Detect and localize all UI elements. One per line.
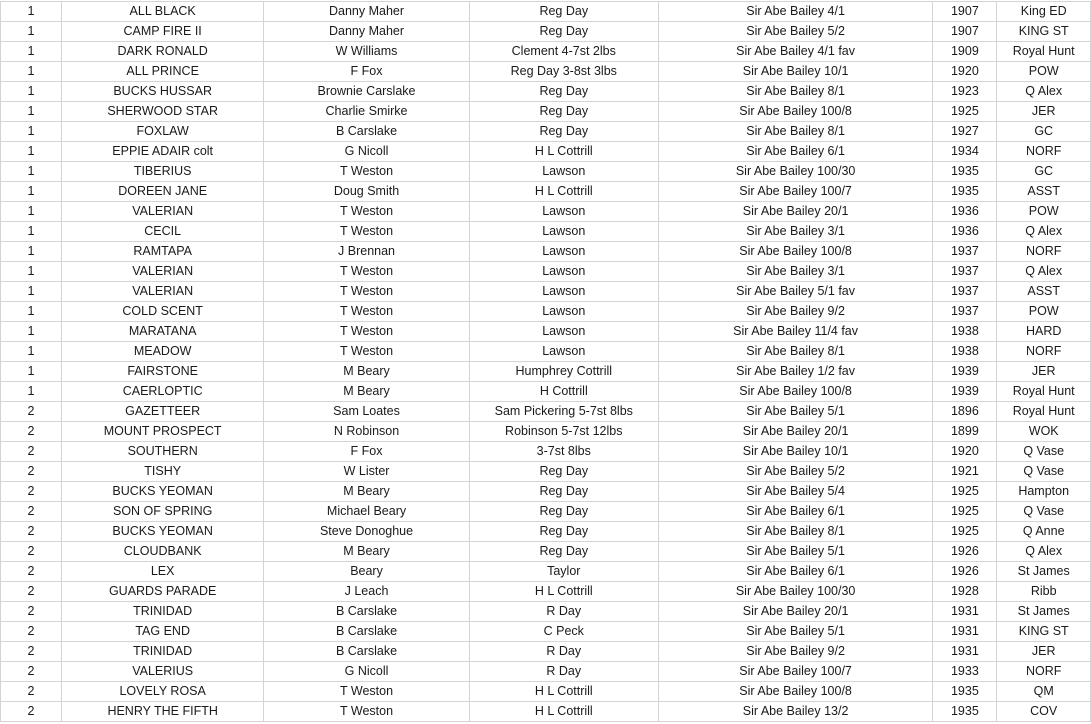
- cell-year[interactable]: 1925: [933, 522, 997, 542]
- cell-place[interactable]: 1: [1, 382, 62, 402]
- cell-horse[interactable]: GUARDS PARADE: [62, 582, 264, 602]
- cell-jockey[interactable]: T Weston: [264, 342, 469, 362]
- table-row: [1, 642, 1091, 662]
- cell-jockey[interactable]: Charlie Smirke: [264, 102, 469, 122]
- cell-horse[interactable]: TISHY: [62, 462, 264, 482]
- cell-race[interactable]: HARD: [997, 322, 1091, 342]
- cell-place[interactable]: 1: [1, 82, 62, 102]
- cell-horse[interactable]: VALERIUS: [62, 662, 264, 682]
- cell-year[interactable]: 1934: [933, 142, 997, 162]
- cell-place[interactable]: 1: [1, 182, 62, 202]
- cell-owner-odds[interactable]: Sir Abe Bailey 10/1: [658, 442, 933, 462]
- cell-horse[interactable]: FAIRSTONE: [62, 362, 264, 382]
- cell-race[interactable]: Q Anne: [997, 522, 1091, 542]
- cell-horse[interactable]: COLD SCENT: [62, 302, 264, 322]
- table-row: [1, 322, 1091, 342]
- cell-horse[interactable]: RAMTAPA: [62, 242, 264, 262]
- cell-owner-odds[interactable]: Sir Abe Bailey 9/2: [658, 642, 933, 662]
- cell-jockey[interactable]: T Weston: [264, 702, 469, 722]
- cell-jockey[interactable]: F Fox: [264, 62, 469, 82]
- cell-place[interactable]: 1: [1, 2, 62, 22]
- cell-trainer[interactable]: 3-7st 8lbs: [469, 442, 658, 462]
- cell-jockey[interactable]: W Williams: [264, 42, 469, 62]
- cell-owner-odds[interactable]: Sir Abe Bailey 20/1: [658, 202, 933, 222]
- cell-place[interactable]: 1: [1, 282, 62, 302]
- cell-place[interactable]: 2: [1, 602, 62, 622]
- cell-trainer[interactable]: Reg Day: [469, 462, 658, 482]
- cell-horse[interactable]: VALERIAN: [62, 262, 264, 282]
- cell-jockey[interactable]: T Weston: [264, 202, 469, 222]
- cell-owner-odds[interactable]: Sir Abe Bailey 5/2: [658, 22, 933, 42]
- cell-race[interactable]: ASST: [997, 182, 1091, 202]
- cell-year[interactable]: 1931: [933, 622, 997, 642]
- cell-jockey[interactable]: T Weston: [264, 302, 469, 322]
- cell-trainer[interactable]: H L Cottrill: [469, 682, 658, 702]
- cell-year[interactable]: 1935: [933, 702, 997, 722]
- cell-owner-odds[interactable]: Sir Abe Bailey 10/1: [658, 62, 933, 82]
- cell-place[interactable]: 2: [1, 522, 62, 542]
- cell-horse[interactable]: SOUTHERN: [62, 442, 264, 462]
- cell-trainer[interactable]: H L Cottrill: [469, 182, 658, 202]
- cell-year[interactable]: 1937: [933, 302, 997, 322]
- cell-owner-odds[interactable]: Sir Abe Bailey 20/1: [658, 602, 933, 622]
- table-row: [1, 502, 1091, 522]
- cell-race[interactable]: GC: [997, 162, 1091, 182]
- cell-place[interactable]: 2: [1, 462, 62, 482]
- table-row: [1, 362, 1091, 382]
- cell-jockey[interactable]: T Weston: [264, 262, 469, 282]
- cell-year[interactable]: 1926: [933, 562, 997, 582]
- cell-owner-odds[interactable]: Sir Abe Bailey 100/8: [658, 102, 933, 122]
- cell-trainer[interactable]: Taylor: [469, 562, 658, 582]
- table-row: [1, 122, 1091, 142]
- cell-horse[interactable]: LEX: [62, 562, 264, 582]
- cell-year[interactable]: 1927: [933, 122, 997, 142]
- cell-horse[interactable]: ALL BLACK: [62, 2, 264, 22]
- cell-horse[interactable]: VALERIAN: [62, 202, 264, 222]
- table-row: [1, 382, 1091, 402]
- cell-owner-odds[interactable]: Sir Abe Bailey 8/1: [658, 342, 933, 362]
- cell-horse[interactable]: FOXLAW: [62, 122, 264, 142]
- cell-race[interactable]: Royal Hunt: [997, 42, 1091, 62]
- cell-year[interactable]: 1939: [933, 362, 997, 382]
- cell-race[interactable]: ASST: [997, 282, 1091, 302]
- cell-trainer[interactable]: Robinson 5-7st 12lbs: [469, 422, 658, 442]
- cell-jockey[interactable]: N Robinson: [264, 422, 469, 442]
- cell-jockey[interactable]: W Lister: [264, 462, 469, 482]
- cell-race[interactable]: Royal Hunt: [997, 382, 1091, 402]
- cell-jockey[interactable]: T Weston: [264, 162, 469, 182]
- cell-trainer[interactable]: Lawson: [469, 262, 658, 282]
- cell-horse[interactable]: BUCKS HUSSAR: [62, 82, 264, 102]
- cell-race[interactable]: Q Vase: [997, 502, 1091, 522]
- cell-trainer[interactable]: Clement 4-7st 2lbs: [469, 42, 658, 62]
- cell-trainer[interactable]: Reg Day: [469, 502, 658, 522]
- cell-trainer[interactable]: Lawson: [469, 222, 658, 242]
- table-row: [1, 302, 1091, 322]
- cell-owner-odds[interactable]: Sir Abe Bailey 4/1: [658, 2, 933, 22]
- cell-jockey[interactable]: M Beary: [264, 362, 469, 382]
- cell-horse[interactable]: BUCKS YEOMAN: [62, 482, 264, 502]
- cell-race[interactable]: King ED: [997, 2, 1091, 22]
- cell-year[interactable]: 1937: [933, 242, 997, 262]
- cell-horse[interactable]: TAG END: [62, 622, 264, 642]
- cell-place[interactable]: 1: [1, 162, 62, 182]
- cell-race[interactable]: POW: [997, 62, 1091, 82]
- cell-trainer[interactable]: Reg Day: [469, 522, 658, 542]
- cell-race[interactable]: Royal Hunt: [997, 402, 1091, 422]
- cell-jockey[interactable]: B Carslake: [264, 622, 469, 642]
- cell-place[interactable]: 1: [1, 242, 62, 262]
- cell-owner-odds[interactable]: Sir Abe Bailey 100/7: [658, 662, 933, 682]
- cell-trainer[interactable]: Reg Day 3-8st 3lbs: [469, 62, 658, 82]
- cell-year[interactable]: 1899: [933, 422, 997, 442]
- cell-place[interactable]: 1: [1, 362, 62, 382]
- cell-place[interactable]: 2: [1, 502, 62, 522]
- table-row: [1, 602, 1091, 622]
- cell-race[interactable]: Q Vase: [997, 442, 1091, 462]
- cell-jockey[interactable]: Danny Maher: [264, 22, 469, 42]
- cell-jockey[interactable]: Michael Beary: [264, 502, 469, 522]
- cell-owner-odds[interactable]: Sir Abe Bailey 100/7: [658, 182, 933, 202]
- cell-horse[interactable]: VALERIAN: [62, 282, 264, 302]
- cell-year[interactable]: 1931: [933, 602, 997, 622]
- cell-horse[interactable]: ALL PRINCE: [62, 62, 264, 82]
- cell-jockey[interactable]: T Weston: [264, 282, 469, 302]
- cell-trainer[interactable]: C Peck: [469, 622, 658, 642]
- table-row: [1, 622, 1091, 642]
- cell-owner-odds[interactable]: Sir Abe Bailey 11/4 fav: [658, 322, 933, 342]
- cell-owner-odds[interactable]: Sir Abe Bailey 5/2: [658, 462, 933, 482]
- table-row: [1, 282, 1091, 302]
- cell-year[interactable]: 1938: [933, 322, 997, 342]
- cell-trainer[interactable]: Sam Pickering 5-7st 8lbs: [469, 402, 658, 422]
- cell-jockey[interactable]: Sam Loates: [264, 402, 469, 422]
- cell-trainer[interactable]: Lawson: [469, 342, 658, 362]
- cell-trainer[interactable]: H L Cottrill: [469, 142, 658, 162]
- table-row: [1, 242, 1091, 262]
- cell-horse[interactable]: CAERLOPTIC: [62, 382, 264, 402]
- cell-owner-odds[interactable]: Sir Abe Bailey 13/2: [658, 702, 933, 722]
- cell-race[interactable]: Hampton: [997, 482, 1091, 502]
- table-row: [1, 82, 1091, 102]
- cell-horse[interactable]: DARK RONALD: [62, 42, 264, 62]
- cell-jockey[interactable]: M Beary: [264, 482, 469, 502]
- cell-horse[interactable]: MEADOW: [62, 342, 264, 362]
- cell-jockey[interactable]: B Carslake: [264, 602, 469, 622]
- cell-trainer[interactable]: Reg Day: [469, 482, 658, 502]
- cell-year[interactable]: 1935: [933, 682, 997, 702]
- cell-place[interactable]: 2: [1, 482, 62, 502]
- table-row: [1, 2, 1091, 22]
- cell-owner-odds[interactable]: Sir Abe Bailey 1/2 fav: [658, 362, 933, 382]
- table-row: [1, 522, 1091, 542]
- cell-owner-odds[interactable]: Sir Abe Bailey 6/1: [658, 562, 933, 582]
- spreadsheet-body: [1, 2, 1091, 722]
- cell-place[interactable]: 2: [1, 442, 62, 462]
- cell-place[interactable]: 1: [1, 262, 62, 282]
- cell-year[interactable]: 1935: [933, 162, 997, 182]
- cell-owner-odds[interactable]: Sir Abe Bailey 100/30: [658, 162, 933, 182]
- cell-trainer[interactable]: Lawson: [469, 162, 658, 182]
- cell-race[interactable]: Q Vase: [997, 462, 1091, 482]
- cell-trainer[interactable]: Reg Day: [469, 122, 658, 142]
- cell-year[interactable]: 1936: [933, 202, 997, 222]
- table-row: [1, 482, 1091, 502]
- cell-year[interactable]: 1939: [933, 382, 997, 402]
- cell-horse[interactable]: GAZETTEER: [62, 402, 264, 422]
- table-row: [1, 222, 1091, 242]
- table-row: [1, 62, 1091, 82]
- cell-trainer[interactable]: Lawson: [469, 202, 658, 222]
- cell-jockey[interactable]: T Weston: [264, 322, 469, 342]
- cell-horse[interactable]: TRINIDAD: [62, 642, 264, 662]
- cell-jockey[interactable]: T Weston: [264, 682, 469, 702]
- cell-year[interactable]: 1926: [933, 542, 997, 562]
- cell-race[interactable]: POW: [997, 202, 1091, 222]
- cell-year[interactable]: 1896: [933, 402, 997, 422]
- cell-place[interactable]: 1: [1, 222, 62, 242]
- cell-place[interactable]: 1: [1, 342, 62, 362]
- cell-race[interactable]: St James: [997, 562, 1091, 582]
- cell-horse[interactable]: SHERWOOD STAR: [62, 102, 264, 122]
- cell-horse[interactable]: MARATANA: [62, 322, 264, 342]
- cell-place[interactable]: 1: [1, 302, 62, 322]
- cell-jockey[interactable]: J Brennan: [264, 242, 469, 262]
- table-row: [1, 702, 1091, 722]
- cell-place[interactable]: 1: [1, 322, 62, 342]
- cell-place[interactable]: 2: [1, 542, 62, 562]
- table-row: [1, 262, 1091, 282]
- cell-year[interactable]: 1937: [933, 282, 997, 302]
- cell-jockey[interactable]: T Weston: [264, 222, 469, 242]
- cell-place[interactable]: 2: [1, 422, 62, 442]
- cell-place[interactable]: 1: [1, 102, 62, 122]
- table-row: [1, 202, 1091, 222]
- table-row: [1, 562, 1091, 582]
- cell-race[interactable]: NORF: [997, 142, 1091, 162]
- cell-trainer[interactable]: Lawson: [469, 282, 658, 302]
- cell-owner-odds[interactable]: Sir Abe Bailey 6/1: [658, 142, 933, 162]
- cell-trainer[interactable]: R Day: [469, 642, 658, 662]
- cell-race[interactable]: POW: [997, 302, 1091, 322]
- cell-place[interactable]: 2: [1, 702, 62, 722]
- cell-race[interactable]: KING ST: [997, 22, 1091, 42]
- cell-owner-odds[interactable]: Sir Abe Bailey 5/1 fav: [658, 282, 933, 302]
- cell-race[interactable]: JER: [997, 102, 1091, 122]
- cell-year[interactable]: 1933: [933, 662, 997, 682]
- cell-owner-odds[interactable]: Sir Abe Bailey 9/2: [658, 302, 933, 322]
- cell-horse[interactable]: EPPIE ADAIR colt: [62, 142, 264, 162]
- cell-trainer[interactable]: Lawson: [469, 322, 658, 342]
- cell-owner-odds[interactable]: Sir Abe Bailey 8/1: [658, 122, 933, 142]
- cell-race[interactable]: NORF: [997, 242, 1091, 262]
- cell-race[interactable]: NORF: [997, 342, 1091, 362]
- cell-year[interactable]: 1907: [933, 2, 997, 22]
- cell-race[interactable]: KING ST: [997, 622, 1091, 642]
- table-row: [1, 142, 1091, 162]
- spreadsheet-grid: [0, 1, 1091, 722]
- cell-race[interactable]: WOK: [997, 422, 1091, 442]
- cell-horse[interactable]: TIBERIUS: [62, 162, 264, 182]
- cell-race[interactable]: Q Alex: [997, 82, 1091, 102]
- table-row: [1, 542, 1091, 562]
- cell-owner-odds[interactable]: Sir Abe Bailey 3/1: [658, 222, 933, 242]
- cell-jockey[interactable]: G Nicoll: [264, 142, 469, 162]
- cell-year[interactable]: 1925: [933, 502, 997, 522]
- cell-trainer[interactable]: H Cottrill: [469, 382, 658, 402]
- cell-place[interactable]: 2: [1, 642, 62, 662]
- cell-trainer[interactable]: Reg Day: [469, 22, 658, 42]
- cell-year[interactable]: 1921: [933, 462, 997, 482]
- cell-year[interactable]: 1937: [933, 262, 997, 282]
- cell-place[interactable]: 2: [1, 622, 62, 642]
- cell-year[interactable]: 1920: [933, 442, 997, 462]
- table-row: [1, 42, 1091, 62]
- cell-jockey[interactable]: F Fox: [264, 442, 469, 462]
- cell-trainer[interactable]: R Day: [469, 662, 658, 682]
- table-row: [1, 682, 1091, 702]
- cell-jockey[interactable]: Danny Maher: [264, 2, 469, 22]
- cell-trainer[interactable]: Reg Day: [469, 82, 658, 102]
- cell-jockey[interactable]: J Leach: [264, 582, 469, 602]
- cell-owner-odds[interactable]: Sir Abe Bailey 100/30: [658, 582, 933, 602]
- table-row: [1, 22, 1091, 42]
- cell-owner-odds[interactable]: Sir Abe Bailey 3/1: [658, 262, 933, 282]
- cell-place[interactable]: 1: [1, 42, 62, 62]
- cell-owner-odds[interactable]: Sir Abe Bailey 6/1: [658, 502, 933, 522]
- cell-jockey[interactable]: Beary: [264, 562, 469, 582]
- cell-horse[interactable]: SON OF SPRING: [62, 502, 264, 522]
- cell-place[interactable]: 2: [1, 662, 62, 682]
- cell-owner-odds[interactable]: Sir Abe Bailey 8/1: [658, 82, 933, 102]
- cell-owner-odds[interactable]: Sir Abe Bailey 4/1 fav: [658, 42, 933, 62]
- cell-horse[interactable]: HENRY THE FIFTH: [62, 702, 264, 722]
- cell-race[interactable]: GC: [997, 122, 1091, 142]
- cell-horse[interactable]: LOVELY ROSA: [62, 682, 264, 702]
- cell-horse[interactable]: CLOUDBANK: [62, 542, 264, 562]
- cell-race[interactable]: Q Alex: [997, 262, 1091, 282]
- cell-year[interactable]: 1909: [933, 42, 997, 62]
- cell-horse[interactable]: CAMP FIRE II: [62, 22, 264, 42]
- cell-trainer[interactable]: Reg Day: [469, 2, 658, 22]
- cell-race[interactable]: QM: [997, 682, 1091, 702]
- cell-trainer[interactable]: Reg Day: [469, 542, 658, 562]
- cell-race[interactable]: JER: [997, 642, 1091, 662]
- table-row: [1, 342, 1091, 362]
- cell-place[interactable]: 2: [1, 582, 62, 602]
- cell-year[interactable]: 1923: [933, 82, 997, 102]
- cell-horse[interactable]: DOREEN JANE: [62, 182, 264, 202]
- cell-place[interactable]: 1: [1, 62, 62, 82]
- cell-place[interactable]: 1: [1, 142, 62, 162]
- cell-race[interactable]: JER: [997, 362, 1091, 382]
- cell-year[interactable]: 1925: [933, 482, 997, 502]
- cell-trainer[interactable]: Lawson: [469, 302, 658, 322]
- cell-year[interactable]: 1931: [933, 642, 997, 662]
- cell-jockey[interactable]: B Carslake: [264, 642, 469, 662]
- table-row: [1, 462, 1091, 482]
- cell-race[interactable]: Q Alex: [997, 542, 1091, 562]
- cell-trainer[interactable]: Lawson: [469, 242, 658, 262]
- cell-owner-odds[interactable]: Sir Abe Bailey 5/1: [658, 622, 933, 642]
- cell-trainer[interactable]: H L Cottrill: [469, 702, 658, 722]
- cell-trainer[interactable]: Humphrey Cottrill: [469, 362, 658, 382]
- cell-trainer[interactable]: Reg Day: [469, 102, 658, 122]
- cell-year[interactable]: 1928: [933, 582, 997, 602]
- cell-place[interactable]: 1: [1, 202, 62, 222]
- table-row: [1, 582, 1091, 602]
- table-row: [1, 442, 1091, 462]
- cell-place[interactable]: 1: [1, 122, 62, 142]
- cell-place[interactable]: 2: [1, 682, 62, 702]
- cell-jockey[interactable]: G Nicoll: [264, 662, 469, 682]
- cell-year[interactable]: 1935: [933, 182, 997, 202]
- cell-owner-odds[interactable]: Sir Abe Bailey 100/8: [658, 382, 933, 402]
- cell-year[interactable]: 1907: [933, 22, 997, 42]
- table-row: [1, 662, 1091, 682]
- cell-jockey[interactable]: Steve Donoghue: [264, 522, 469, 542]
- cell-horse[interactable]: TRINIDAD: [62, 602, 264, 622]
- cell-trainer[interactable]: R Day: [469, 602, 658, 622]
- cell-owner-odds[interactable]: Sir Abe Bailey 100/8: [658, 242, 933, 262]
- cell-jockey[interactable]: Brownie Carslake: [264, 82, 469, 102]
- table-row: [1, 162, 1091, 182]
- cell-horse[interactable]: CECIL: [62, 222, 264, 242]
- table-row: [1, 182, 1091, 202]
- table-row: [1, 102, 1091, 122]
- cell-horse[interactable]: BUCKS YEOMAN: [62, 522, 264, 542]
- cell-owner-odds[interactable]: Sir Abe Bailey 5/1: [658, 542, 933, 562]
- cell-owner-odds[interactable]: Sir Abe Bailey 20/1: [658, 422, 933, 442]
- cell-year[interactable]: 1936: [933, 222, 997, 242]
- cell-place[interactable]: 2: [1, 402, 62, 422]
- cell-trainer[interactable]: H L Cottrill: [469, 582, 658, 602]
- table-row: [1, 402, 1091, 422]
- table-row: [1, 422, 1091, 442]
- cell-owner-odds[interactable]: Sir Abe Bailey 100/8: [658, 682, 933, 702]
- cell-race[interactable]: COV: [997, 702, 1091, 722]
- cell-owner-odds[interactable]: Sir Abe Bailey 8/1: [658, 522, 933, 542]
- cell-race[interactable]: Ribb: [997, 582, 1091, 602]
- cell-jockey[interactable]: Doug Smith: [264, 182, 469, 202]
- cell-race[interactable]: NORF: [997, 662, 1091, 682]
- cell-owner-odds[interactable]: Sir Abe Bailey 5/1: [658, 402, 933, 422]
- cell-race[interactable]: Q Alex: [997, 222, 1091, 242]
- cell-jockey[interactable]: M Beary: [264, 382, 469, 402]
- cell-jockey[interactable]: B Carslake: [264, 122, 469, 142]
- cell-horse[interactable]: MOUNT PROSPECT: [62, 422, 264, 442]
- cell-year[interactable]: 1920: [933, 62, 997, 82]
- cell-place[interactable]: 1: [1, 22, 62, 42]
- cell-year[interactable]: 1925: [933, 102, 997, 122]
- cell-year[interactable]: 1938: [933, 342, 997, 362]
- cell-owner-odds[interactable]: Sir Abe Bailey 5/4: [658, 482, 933, 502]
- cell-jockey[interactable]: M Beary: [264, 542, 469, 562]
- cell-place[interactable]: 2: [1, 562, 62, 582]
- cell-race[interactable]: St James: [997, 602, 1091, 622]
